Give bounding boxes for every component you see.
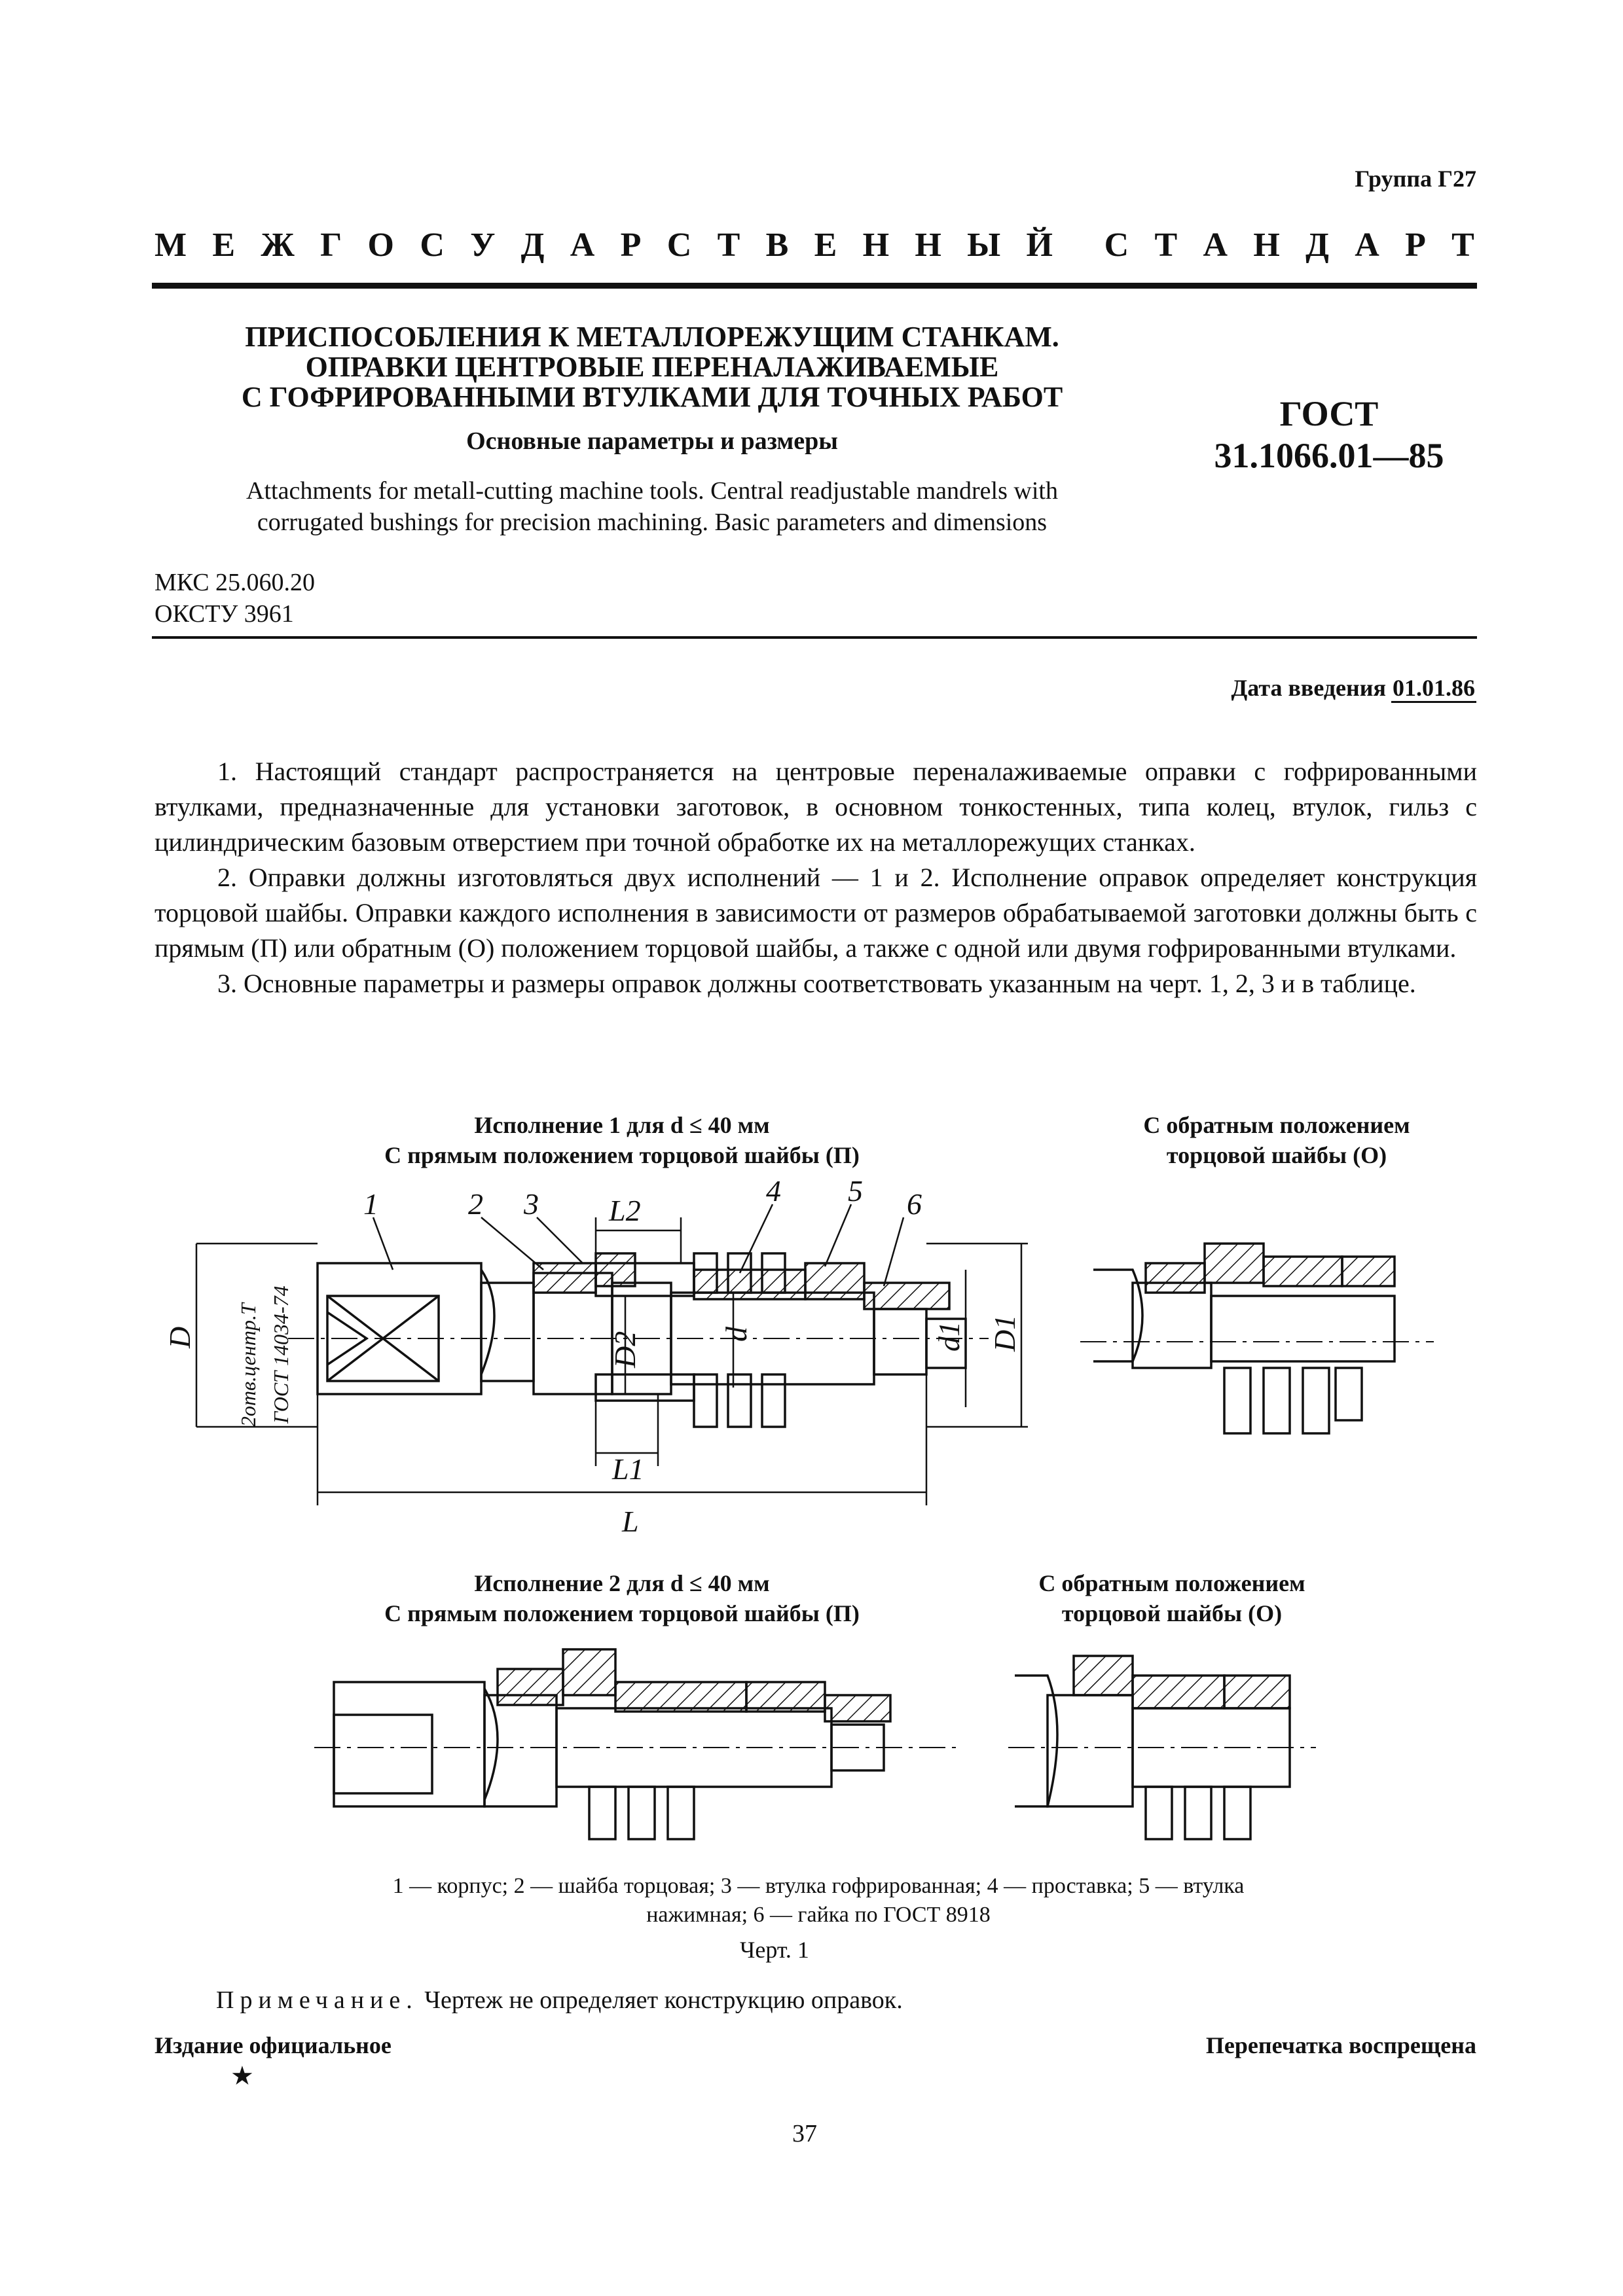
banner-letter: М <box>155 226 187 264</box>
official-edition: Издание официальное <box>155 2032 392 2058</box>
note-label: Примечание. <box>216 1986 418 2014</box>
paragraph-3: 3. Основные параметры и размеры оправок должны соответствовать указанным на черт. 1, 2, 3 и в таблице. <box>217 969 1416 998</box>
effective-date <box>1231 674 1477 702</box>
body-text <box>155 754 1477 1001</box>
fig1-reverse-caption <box>1074 1110 1480 1170</box>
label-L1: L1 <box>612 1452 644 1486</box>
effective-date-value: 01.01.86 <box>1391 675 1476 703</box>
english-title <box>155 475 1150 538</box>
fig2-reverse-caption-line-2: торцовой шайбы (О) <box>1061 1600 1283 1626</box>
title-line-1: ПРИСПОСОБЛЕНИЯ К МЕТАЛЛОРЕЖУЩИМ СТАНКАМ. <box>245 321 1059 353</box>
label-D2: D2 <box>608 1331 642 1368</box>
label-5: 5 <box>848 1174 863 1208</box>
paragraph-2: 2. Оправки должны изготовляться двух исполнений — 1 и 2. Исполнение оправок определяет конструкция торцовой шайбы. Оправки каждого исполнения в зависимости от размеров обрабатываемой заготовки должны быть с прямым (П) или обратным (О) положением торцовой шайбы, а также с одной или двумя гофрированными втулками. <box>155 863 1477 963</box>
figure-legend-line-1: 1 — корпус; 2 — шайба торцовая; 3 — втулка гофрированная; 4 — проставка; 5 — втулка <box>392 1874 1245 1898</box>
gost-number <box>1172 393 1486 476</box>
codes-rule <box>152 636 1477 639</box>
banner-letter: Р <box>1405 226 1426 264</box>
banner-letter: У <box>470 226 496 264</box>
banner-letter: Д <box>520 226 545 264</box>
banner-letter: Д <box>1305 226 1329 264</box>
gost-code: 31.1066.01—85 <box>1214 436 1444 475</box>
note-text: Чертеж не определяет конструкцию оправок. <box>418 1986 903 2014</box>
banner-letter: А <box>1355 226 1379 264</box>
star-mark: ★ <box>230 2061 254 2090</box>
label-L2: L2 <box>609 1194 641 1227</box>
center-hole-label-2: ГОСТ 14034-74 <box>269 1285 293 1424</box>
title-line-2: ОПРАВКИ ЦЕНТРОВЫЕ ПЕРЕНАЛАЖИВАЕМЫЕ <box>305 351 999 383</box>
label-D1: D1 <box>988 1314 1021 1352</box>
banner-letter: Й <box>1026 226 1053 264</box>
banner-letter: О <box>367 226 394 264</box>
label-3: 3 <box>524 1187 539 1221</box>
fig1-reverse-drawing <box>1080 1217 1434 1440</box>
banner-letter: Г <box>320 226 342 264</box>
label-2: 2 <box>468 1187 483 1221</box>
label-6: 6 <box>907 1187 922 1221</box>
page-number: 37 <box>792 2120 817 2147</box>
banner-letter: С <box>1104 226 1129 264</box>
banner-letter: В <box>765 226 789 264</box>
banner-letter: С <box>666 226 692 264</box>
fig2-caption <box>275 1568 969 1628</box>
banner-letter: Е <box>212 226 236 264</box>
fig1-reverse-caption-line-1: С обратным положением <box>1143 1112 1410 1138</box>
figure-number: Черт. 1 <box>740 1937 809 1963</box>
label-d1: d1 <box>932 1321 966 1352</box>
label-d: d <box>720 1327 753 1342</box>
banner-letter: С <box>420 226 445 264</box>
document-title <box>155 322 1150 412</box>
paragraph-1: 1. Настоящий стандарт распространяется на центровые переналаживаемые оправки с гофрированными втулками, предназначенные для установки заготовок, в основном тонкостенных, типа колец, втулок, гильз с цилиндрическим базовым отверстием при точной обработке их на металлорежущих станках. <box>155 757 1477 857</box>
fig1-direct-drawing <box>163 1174 1080 1545</box>
interstate-standard-banner <box>155 226 1474 264</box>
classification-codes <box>155 567 315 630</box>
label-L: L <box>622 1505 639 1538</box>
label-4: 4 <box>766 1174 781 1208</box>
fig2-reverse-caption <box>969 1568 1375 1628</box>
title-line-3: С ГОФРИРОВАННЫМИ ВТУЛКАМИ ДЛЯ ТОЧНЫХ РАБОТ <box>241 381 1063 413</box>
header-rule <box>152 283 1477 289</box>
fig1-caption-line-2: С прямым положением торцовой шайбы (П) <box>384 1142 860 1168</box>
english-title-line-1: Attachments for metall-cutting machine tools. Central readjustable mandrels with <box>246 477 1058 505</box>
group-code: Группа Г27 <box>1355 166 1476 192</box>
figure-note <box>216 1986 903 2015</box>
okstu-code: ОКСТУ 3961 <box>155 600 294 628</box>
label-D: D <box>163 1326 196 1348</box>
fig2-direct-drawing <box>314 1636 956 1846</box>
banner-letter: Н <box>1253 226 1280 264</box>
reprint-prohibited: Перепечатка воспрещена <box>1205 2032 1476 2058</box>
mks-code: МКС 25.060.20 <box>155 569 316 596</box>
effective-date-label: Дата введения <box>1231 675 1386 701</box>
gost-label: ГОСТ <box>1279 394 1379 433</box>
banner-letter: Р <box>620 226 642 264</box>
fig1-caption-line-1: Исполнение 1 для d ≤ 40 мм <box>474 1112 770 1138</box>
banner-letter: Н <box>915 226 941 264</box>
banner-letter: Ж <box>261 226 295 264</box>
fig2-caption-line-1: Исполнение 2 для d ≤ 40 мм <box>474 1570 770 1596</box>
fig2-reverse-drawing <box>1008 1636 1316 1846</box>
fig1-caption <box>275 1110 969 1170</box>
banner-letter: А <box>570 226 595 264</box>
banner-letter: Н <box>862 226 890 264</box>
banner-letter: Е <box>814 226 837 264</box>
fig2-reverse-caption-line-1: С обратным положением <box>1038 1570 1305 1596</box>
banner-letter: Т <box>1154 226 1178 264</box>
center-hole-label-1: 2отв.центр.Т <box>236 1303 260 1427</box>
english-title-line-2: corrugated bushings for precision machining. Basic parameters and dimensions <box>257 509 1048 536</box>
banner-letter: А <box>1203 226 1228 264</box>
document-subtitle: Основные параметры и размеры <box>466 427 838 455</box>
banner-letter: Т <box>1451 226 1474 264</box>
banner-letter: Т <box>717 226 740 264</box>
fig2-caption-line-2: С прямым положением торцовой шайбы (П) <box>384 1600 860 1626</box>
label-1: 1 <box>363 1187 378 1221</box>
figure-legend-line-2: нажимная; 6 — гайка по ГОСТ 8918 <box>646 1903 991 1927</box>
figure-legend <box>314 1872 1322 1929</box>
banner-letter: Ы <box>967 226 1001 264</box>
fig1-reverse-caption-line-2: торцовой шайбы (О) <box>1166 1142 1387 1168</box>
